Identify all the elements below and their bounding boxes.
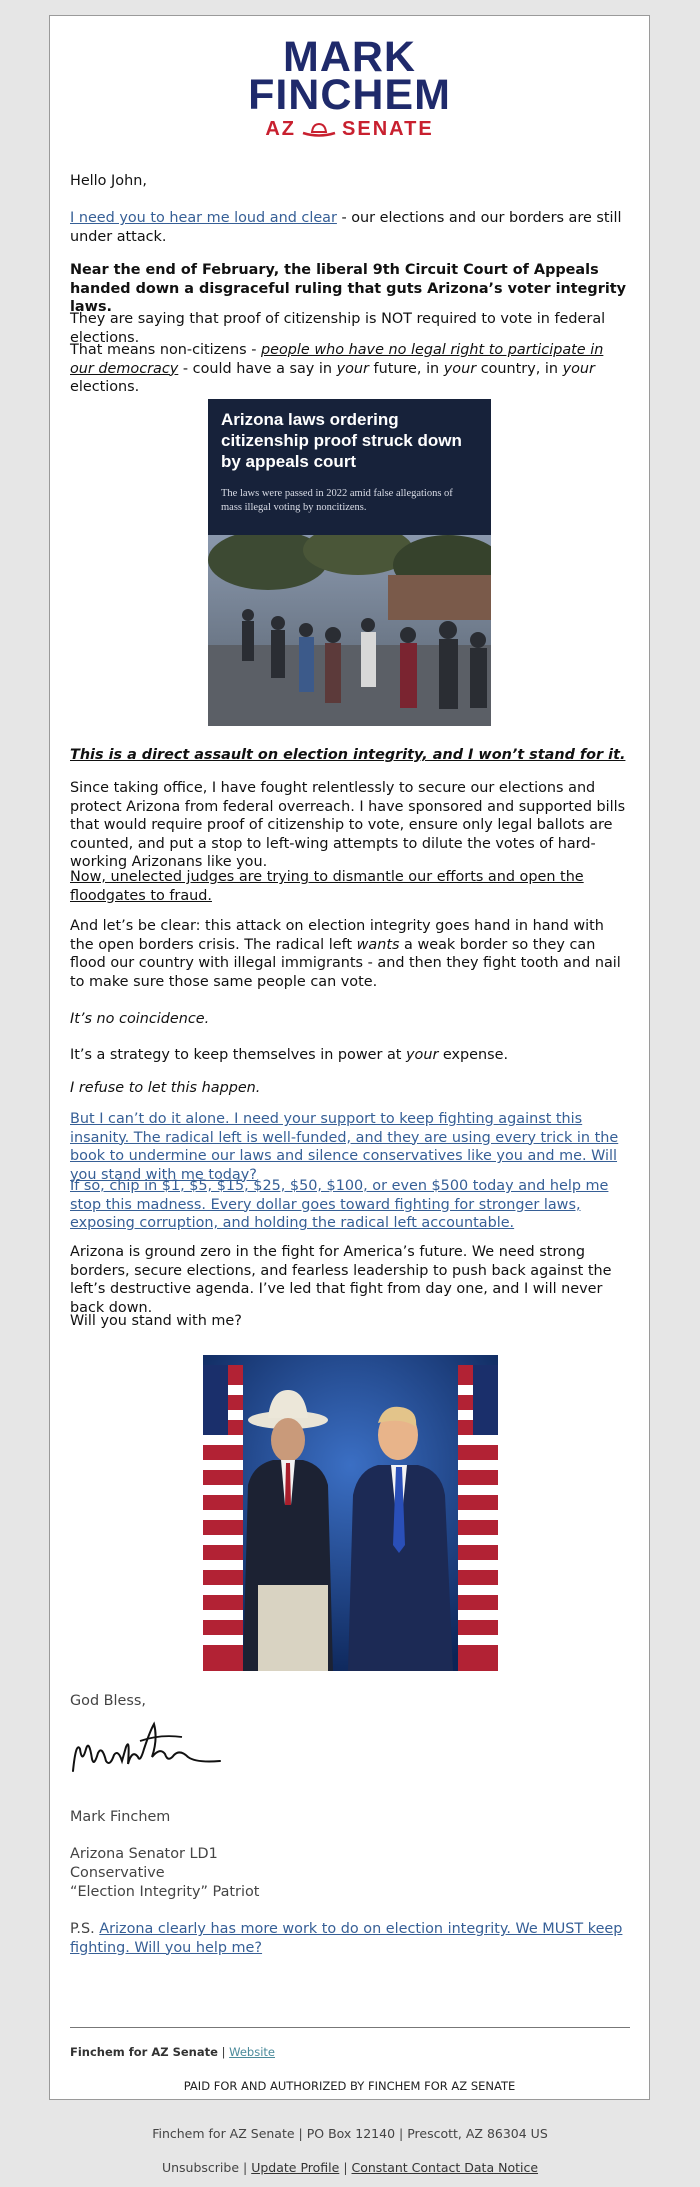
unsubscribe-link[interactable]: Unsubscribe — [161, 2160, 240, 2175]
mailing-address: Finchem for AZ Senate | PO Box 12140 | Prescott, AZ 86304 US — [152, 2126, 548, 2141]
news-headline: Arizona laws ordering citizenship proof struck down by appeals court — [221, 410, 462, 471]
noncitizens-paragraph: That means non-citizens - people who have no legal right to participate in our democracy - could have a say in your future, in your country, in your elections. — [70, 342, 604, 395]
signer-title-3: “Election Integrity” Patriot — [70, 1884, 260, 1900]
logo-senate: SENATE — [342, 118, 434, 140]
clear-paragraph: And let’s be clear: this attack on election integrity goes hand in hand with the open borders crisis. The radical left wants a weak border so they can flood our country with illegal immigrants - and then they fight tooth and nail to make sure those same people can vote. — [70, 918, 621, 990]
ps-paragraph: P.S. Arizona clearly has more work to do on election integrity. We MUST keep fighting. Will you help me? — [70, 1921, 623, 1956]
ground-zero-paragraph: Arizona is ground zero in the fight for America’s future. We need strong borders, secure elections, and fearless leadership to push back against the left’s destructive agenda. I’ve led that fight from day one, and I will never back down. — [70, 1244, 612, 1316]
signer-title-2: Conservative — [70, 1865, 165, 1881]
news-article-image[interactable] — [208, 399, 491, 726]
footer-links: Unsubscribe | Update Profile | Constant Contact Data Notice — [161, 2160, 539, 2175]
logo-line-finchem: FINCHEM — [248, 71, 451, 119]
signer-name: Mark Finchem — [70, 1809, 171, 1825]
footer-website-link[interactable]: Website — [229, 2045, 275, 2059]
email-card — [49, 15, 650, 2100]
ruling-paragraph: Near the end of February, the liberal 9th Circuit Court of Appeals handed down a disgraceful ruling that guts Arizona’s voter integrity laws. — [70, 262, 627, 315]
candidate-photo[interactable] — [203, 1355, 498, 1671]
greeting: Hello John, — [70, 173, 147, 189]
voters-line-photo — [208, 535, 491, 726]
intro-paragraph: I need you to hear me loud and clear - our elections and our borders are still under attack. — [70, 210, 622, 245]
assault-paragraph: This is a direct assault on election integrity, and I won’t stand for it. — [70, 747, 626, 763]
flag-right-icon — [458, 1365, 498, 1671]
signature-image — [70, 1719, 230, 1784]
citizenship-paragraph: They are saying that proof of citizenship is NOT required to vote in federal elections. — [70, 311, 606, 346]
paid-for-notice: PAID FOR AND AUTHORIZED BY FINCHEM FOR AZ SENATE — [183, 2079, 516, 2093]
footer-org-line: Finchem for AZ Senate | Website — [70, 2045, 275, 2059]
flag-left-icon — [203, 1365, 243, 1671]
footer-org-name: Finchem for AZ Senate — [70, 2045, 218, 2059]
campaign-logo — [50, 33, 649, 141]
logo-az: AZ — [265, 118, 297, 140]
logo-line-az-senate — [50, 118, 649, 141]
ps-link[interactable]: Arizona clearly has more work to do on election integrity. We MUST keep fighting. Will you help me? — [70, 1921, 623, 1956]
intro-link[interactable]: I need you to hear me loud and clear — [70, 210, 337, 226]
god-bless: God Bless, — [70, 1693, 146, 1709]
logo-line-mark: MARK — [283, 33, 416, 81]
update-profile-link[interactable]: Update Profile — [251, 2160, 340, 2175]
since-paragraph: Since taking office, I have fought relentlessly to secure our elections and protect Arizona from federal overreach. I have sponsored and supported bills that would require proof of citizenship to vote, ensure only legal ballots are counted, and put a stop to left-wing attempts to dilute the votes of hard-working Arizonans like you. — [70, 780, 626, 870]
judges-paragraph: Now, unelected judges are trying to dismantle our efforts and open the floodgates to fraud. — [70, 869, 584, 904]
signer-title-1: Arizona Senator LD1 — [70, 1846, 218, 1862]
news-subhead: The laws were passed in 2022 amid false allegations of mass illegal voting by noncitizens. — [221, 488, 453, 513]
chip-in-link[interactable]: If so, chip in $1, $5, $15, $25, $50, $100, or even $500 today and help me stop this madness. Every dollar goes toward fighting for stronger laws, exposing corruption, and holding the radical left accountable. — [70, 1178, 609, 1231]
stand-paragraph: Will you stand with me? — [70, 1313, 242, 1329]
footer-divider — [70, 2027, 630, 2028]
candidate-photo-art — [203, 1355, 498, 1671]
refuse-paragraph: I refuse to let this happen. — [70, 1080, 261, 1096]
data-notice-link[interactable]: Constant Contact Data Notice — [351, 2160, 539, 2175]
coincidence-paragraph: It’s no coincidence. — [70, 1011, 210, 1027]
cowboy-hat-icon — [302, 122, 336, 138]
alone-link[interactable]: But I can’t do it alone. I need your support to keep fighting against this insanity. The radical left is well-funded, and they are using every trick in the book to undermine our laws and silence conservatives like you and me. Will you stand with me today? — [70, 1111, 619, 1183]
strategy-paragraph: It’s a strategy to keep themselves in power at your expense. — [70, 1047, 509, 1063]
